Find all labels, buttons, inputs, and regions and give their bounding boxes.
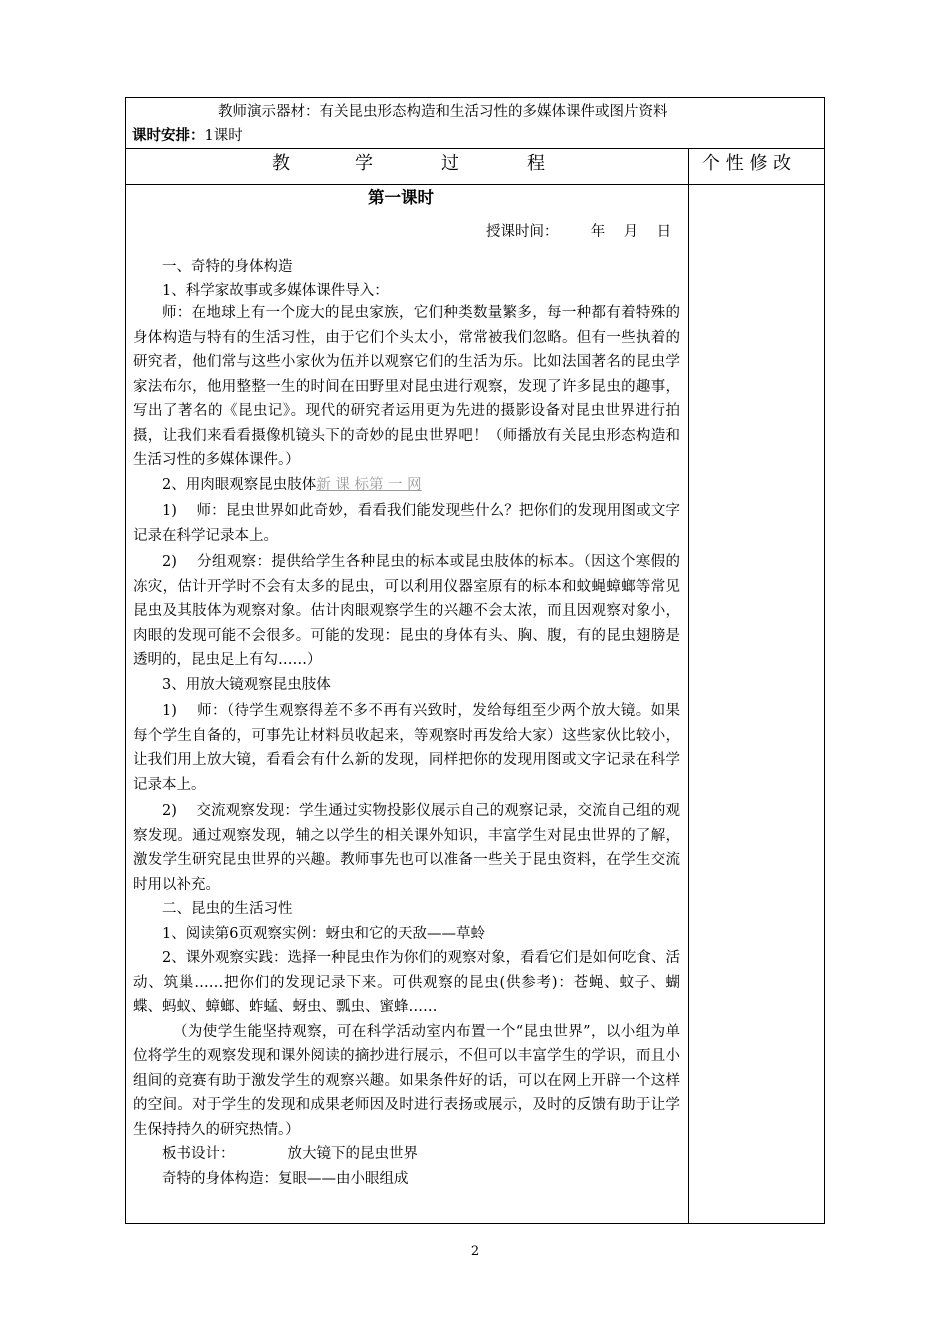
header-char-4: 程 [527,153,545,174]
section-2-heading: 二、昆虫的生活习性 [162,901,293,917]
schedule-label: 课时安排： [132,127,205,144]
paragraph-intro: 师：在地球上有一个庞大的昆虫家族，它们种类数量繁多，每一种都有着特殊的身体构造与特有的生活习性，由于它们个头太小，常常被我们忽略。但有一些执着的研究者，他们常与这些小家伙为伍并以观察它们的生活为乐。比如法国著名的昆虫学家法布尔，他用整整一生的时间在田野里对昆虫进行观察，发现了许多昆虫的趣事，写出了著名的《昆虫记》。现代的研究者运用更为先进的摄影设备对昆虫世界进行拍摄，让我们来看看摄像机镜头下的奇妙的昆虫世界吧！（师播放有关昆虫形态构造和生活习性的多媒体课件。） [133,305,680,468]
section-2-item-1: 1、阅读第6页观察实例：蚜虫和它的天敌——草蛉 [162,925,485,942]
equipment-line: 教师演示器材：有关昆虫形态构造和生活习性的多媒体课件或图片资料 [218,104,668,120]
item-2-title: 2、用肉眼观察昆虫肢体 [162,476,317,493]
schedule-value: 1课时 [204,128,243,144]
section-1-item-3: 3、用放大镜观察昆虫肢体 [162,676,331,693]
board-design-label: 板书设计： [162,1146,235,1162]
paragraph-1-3-a: 1) 师：（待学生观察得差不多不再有兴致时，发给每组至少两个放大镜。如果每个学生自备的，可事先让材料员收起来，等观察时再发给大家）这些家伙比较小，让我们用上放大镜，看看会有什么新的发现，同样把你的发现用图或文字记录在科学记录本上。 [133,703,680,793]
column-divider [688,148,689,1224]
watermark-link[interactable]: 新 课 标第 一 网 [316,476,422,493]
paragraph-1-2-b: 2) 分组观察：提供给学生各种昆虫的标本或昆虫肢体的标本。（因这个寒假的冻灾，估计开学时不会有太多的昆虫，可以利用仪器室原有的标本和蚊蝇蟑螂等常见昆虫及其肢体为观察对象。估计肉眼观察学生的兴趣不会太浓，而且因观察对象小，肉眼的发现可能不会很多。可能的发现：昆虫的身体有头、胸、腹，有的昆虫翅膀是透明的，昆虫足上有勾……） [133,554,680,668]
header-char-2: 学 [355,153,373,174]
header-char-3: 过 [441,153,459,174]
paragraph-1-3-b: 2) 交流观察发现：学生通过实物投影仪展示自己的观察记录，交流自己组的观察发现。通过观察发现，辅之以学生的相关课外知识，丰富学生对昆虫世界的了解，激发学生研究昆虫世界的兴趣。教师事先也可以准备一些关于昆虫资料，在学生交流时用以补充。 [133,803,680,893]
paragraph-1-2-a: 1) 师：昆虫世界如此奇妙，看看我们能发现些什么？把你们的发现用图或文字记录在科学记录本上。 [133,503,680,544]
lesson-date-line: 授课时间： 年 月 日 [486,224,672,240]
section-1-heading: 一、奇特的身体构造 [162,259,293,275]
section-2-item-2: 2、课外观察实践：选择一种昆虫作为你们的观察对象，看看它们是如何吃食、活动、筑巢……把你们的发现记录下来。可供观察的昆虫(供参考)：苍蝇、蚊子、蝴蝶、蚂蚁、蟑螂、蚱蜢、蚜虫、瓢虫、蜜蜂…… [133,950,680,1015]
page-number: 2 [470,1244,480,1259]
section-1-item-2 [133,473,680,498]
schedule-line [132,124,243,149]
lesson-title: 第一课时 [368,188,434,207]
section-2-note: （为使学生能坚持观察，可在科学活动室内布置一个“昆虫世界”，以小组为单位将学生的观察发现和课外阅读的摘抄进行展示，不但可以丰富学生的学识，而且小组间的竞赛有助于激发学生的观察兴趣。如果条件好的话，可以在网上开辟一个这样的空间。对于学生的发现和成果老师因及时进行表扬或展示，及时的反馈有助于让学生保持持久的研究热情。） [133,1023,680,1138]
section-1-item-1: 1、科学家故事或多媒体课件导入： [162,283,389,299]
board-design-content: 奇特的身体构造：复眼——由小眼组成 [162,1170,409,1187]
board-design-line [133,1142,680,1167]
lesson-body [133,301,680,1191]
header-char-1: 教 [272,153,290,174]
board-design-title: 放大镜下的昆虫世界 [287,1146,418,1162]
row-divider-header [125,184,825,185]
modify-column-header: 个 性 修 改 [702,153,792,174]
